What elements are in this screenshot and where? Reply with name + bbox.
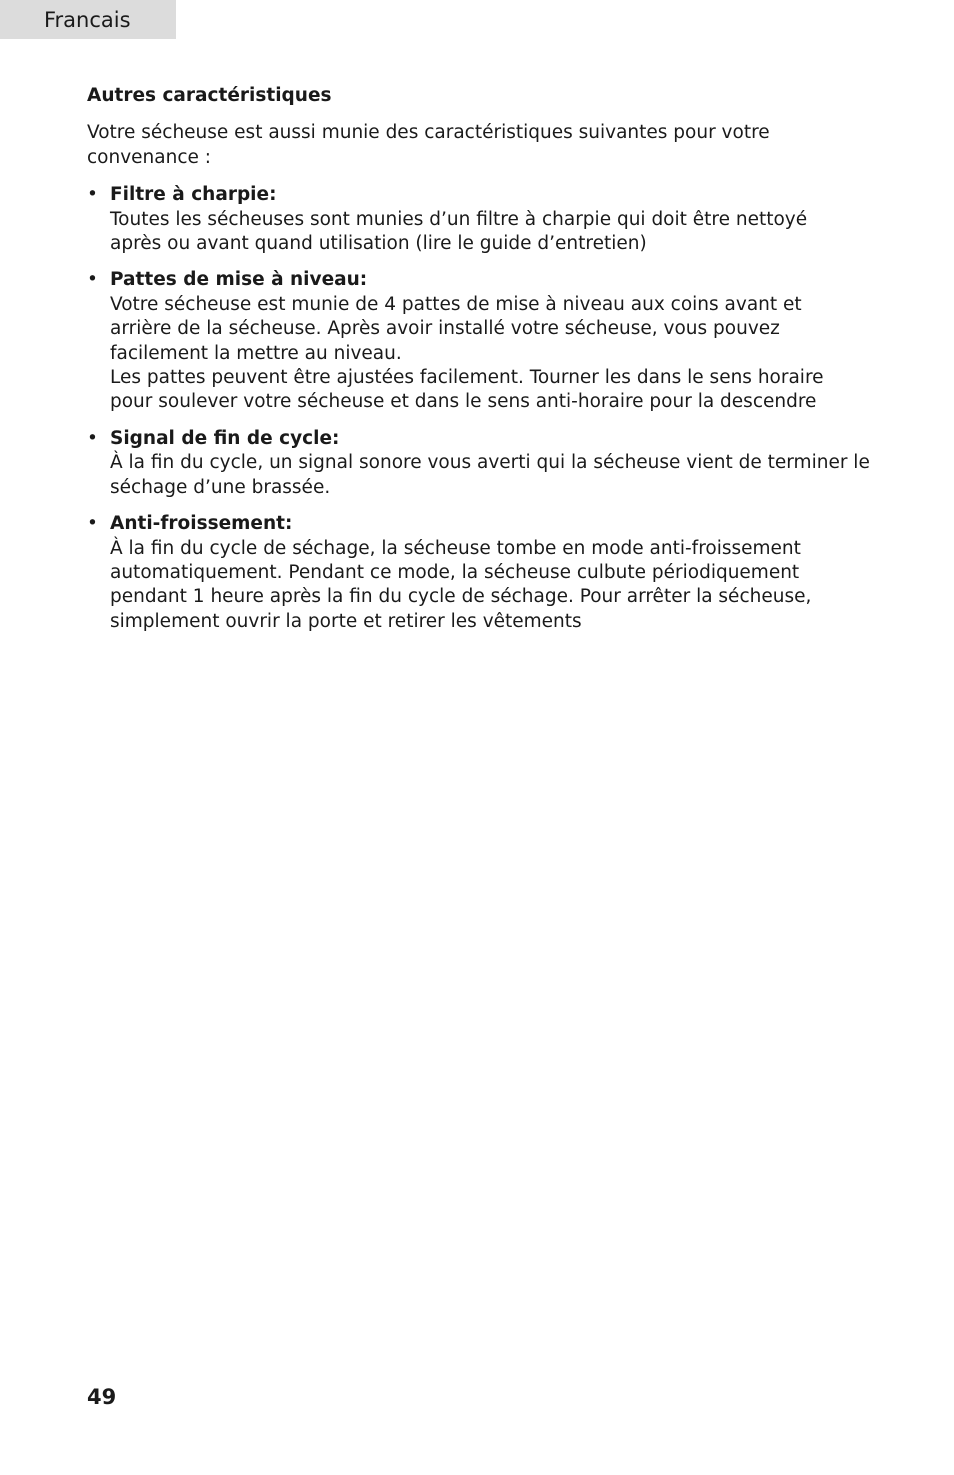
feature-description: Votre sécheuse est munie de 4 pattes de mise à niveau aux coins avant et arrière de la sécheuse. Après avoir installé votre sécheuse, vous pouvez facilement la mettre au niveau. — [110, 293, 802, 364]
bullet-icon: • — [87, 427, 98, 449]
feature-description: À la fin du cycle de séchage, la sécheuse tombe en mode anti-froissement automatiquement. Pendant ce mode, la sécheuse culbute périodiquement pendant 1 heure après la fin du cycle de séchage. Pour arrêter la sécheuse, simplement ouvrir la porte et retirer les vêtements — [110, 537, 812, 632]
feature-item-leveling-legs — [87, 268, 877, 414]
feature-description: Les pattes peuvent être ajustées facilement. Tourner les dans le sens horaire pour soulever votre sécheuse et dans le sens anti-horaire pour la descendre — [110, 367, 824, 413]
page-number: 49 — [87, 1385, 117, 1409]
main-content — [87, 84, 877, 646]
bullet-icon: • — [87, 513, 98, 535]
feature-title: Filtre à charpie: — [110, 184, 277, 206]
bullet-icon: • — [87, 269, 98, 291]
feature-title: Signal de fin de cycle: — [110, 427, 340, 449]
feature-item-lint-filter — [87, 183, 877, 256]
feature-description: Toutes les sécheuses sont munies d’un filtre à charpie qui doit être nettoyé après ou avant quand utilisation (lire le guide d’entretien) — [110, 208, 808, 255]
feature-item-end-of-cycle-signal — [87, 427, 877, 500]
feature-item-anti-wrinkle — [87, 512, 877, 634]
intro-paragraph: Votre sécheuse est aussi munie des caractéristiques suivantes pour votre convenance : — [87, 122, 770, 168]
section-title: Autres caractéristiques — [87, 85, 332, 106]
feature-description: À la fin du cycle, un signal sonore vous averti qui la sécheuse vient de terminer le séchage d’une brassée. — [110, 452, 870, 498]
language-tab: Francais — [0, 0, 176, 39]
bullet-icon: • — [87, 184, 98, 206]
feature-title: Pattes de mise à niveau: — [110, 269, 368, 291]
feature-title: Anti-froissement: — [110, 513, 293, 535]
